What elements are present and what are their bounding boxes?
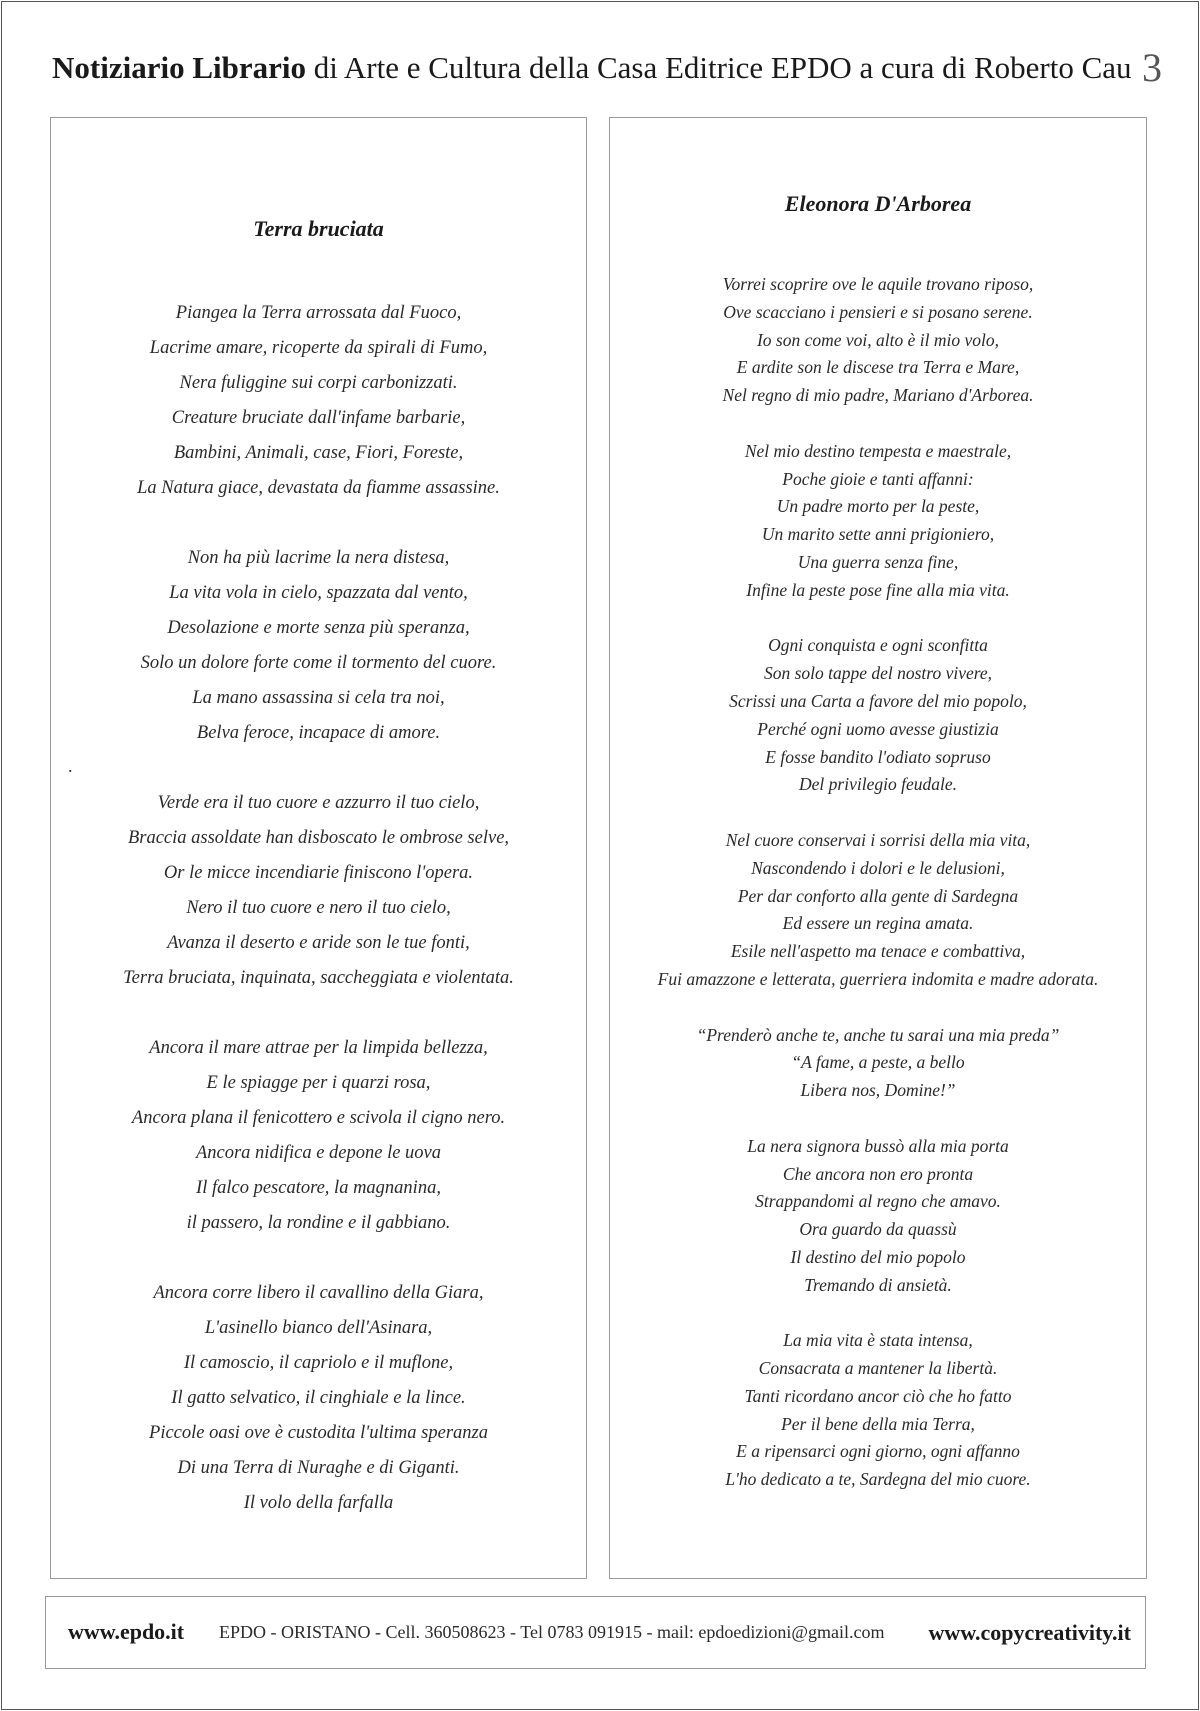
- poem-line: Poche gioie e tanti affanni:: [782, 468, 974, 489]
- poem-stanza: [51, 541, 586, 751]
- poem-line: Piccole oasi ove è custodita l'ultima speranza: [149, 1423, 488, 1443]
- poem-line: Solo un dolore forte come il tormento del cuore.: [140, 653, 497, 673]
- poem-line: Il destino del mio popolo: [790, 1246, 966, 1267]
- poem-stanza: [610, 1022, 1146, 1105]
- poem-line: Piangea la Terra arrossata dal Fuoco,: [175, 303, 462, 323]
- poem-line: Ancora nidifica e depone le uova: [195, 1143, 442, 1163]
- poem-line: Bambini, Animali, case, Fiori, Foreste,: [173, 443, 464, 463]
- poem-line: Del privilegio feudale.: [799, 774, 957, 795]
- poem-panel-right: [609, 117, 1147, 1579]
- poem-line: Ora guardo da quassù: [799, 1219, 957, 1240]
- poem-body: [51, 296, 586, 1521]
- poem-line: “A fame, a peste, a bello: [791, 1052, 965, 1073]
- poem-line: La nera signora bussò alla mia porta: [747, 1135, 1009, 1156]
- poem-line: Braccia assoldate han disboscato le ombrose selve,: [127, 828, 510, 848]
- page-number: 3: [1142, 45, 1162, 90]
- stray-mark: .: [68, 756, 73, 776]
- poem-line: Un padre morto per la peste,: [776, 496, 980, 517]
- page-header: [52, 44, 1162, 94]
- poem-stanza: [51, 296, 586, 506]
- poem-line: L'asinello bianco dell'Asinara,: [204, 1318, 433, 1338]
- poem-stanza: [610, 1327, 1146, 1494]
- poem-line: Creature bruciate dall'infame barbarie,: [171, 408, 466, 428]
- poem-line: Nel cuore conservai i sorrisi della mia vita,: [725, 829, 1031, 850]
- poem-stanza: [610, 827, 1146, 994]
- poem-line: Ancora il mare attrae per la limpida bellezza,: [149, 1038, 488, 1058]
- poem-line: Io son come voi, alto è il mio volo,: [756, 329, 1000, 350]
- poem-line: Per il bene della mia Terra,: [781, 1413, 975, 1434]
- poem-line: Verde era il tuo cuore e azzurro il tuo cielo,: [157, 793, 480, 813]
- poem-line: Il falco pescatore, la magnanina,: [196, 1178, 441, 1198]
- poem-line: La Natura giace, devastata da fiamme assassine.: [137, 478, 500, 498]
- poem-title: Eleonora D'Arborea: [784, 191, 972, 216]
- poem-line: Nera fuliggine sui corpi carbonizzati.: [179, 373, 458, 393]
- footer-website-link[interactable]: www.epdo.it: [68, 1619, 185, 1644]
- poem-line: E le spiagge per i quarzi rosa,: [206, 1073, 431, 1093]
- poem-line: Esile nell'aspetto ma tenace e combattiva,: [730, 941, 1026, 962]
- header-title: [52, 50, 1132, 86]
- poem-line: Scrissi una Carta a favore del mio popolo,: [729, 690, 1027, 711]
- poem-line: Il gatto selvatico, il cinghiale e la lince.: [171, 1388, 466, 1408]
- poem-body: [610, 271, 1146, 1494]
- poem-line: Terra bruciata, inquinata, saccheggiata e violentata.: [123, 968, 514, 988]
- poem-stanza: [51, 1031, 586, 1241]
- poem-line: Nel mio destino tempesta e maestrale,: [744, 440, 1012, 461]
- poem-line: Per dar conforto alla gente di Sardegna: [737, 885, 1019, 906]
- poem-line: Non ha più lacrime la nera distesa,: [187, 548, 450, 568]
- poem-line: Ed essere un regina amata.: [782, 913, 974, 934]
- poem-line: Ogni conquista e ogni sconfitta: [768, 635, 988, 656]
- poem-line: “Prenderò anche te, anche tu sarai una mia preda”: [696, 1024, 1060, 1045]
- poem-line: Che ancora non ero pronta: [782, 1163, 974, 1184]
- poem-title: Terra bruciata: [253, 216, 384, 241]
- poem-line: il passero, la rondine e il gabbiano.: [186, 1213, 451, 1233]
- page-footer: [45, 1596, 1146, 1669]
- poem-line: Strappandomi al regno che amavo.: [755, 1191, 1001, 1212]
- header-title-bold: Notiziario Librario: [52, 50, 306, 85]
- poem-line: E a ripensarci ogni giorno, ogni affanno: [736, 1441, 1020, 1462]
- poem-panel-left: [50, 117, 587, 1579]
- poem-line: La mia vita è stata intensa,: [783, 1330, 973, 1351]
- poem-stanza: [51, 786, 586, 996]
- poem-stanza: [610, 438, 1146, 605]
- poem-line: Libera nos, Domine!”: [800, 1080, 956, 1101]
- poem-line: La mano assassina si cela tra noi,: [192, 688, 445, 708]
- poem-line: Ancora corre libero il cavallino della Giara,: [153, 1283, 484, 1303]
- poem-line: Vorrei scoprire ove le aquile trovano riposo,: [722, 274, 1034, 294]
- poem-stanza: [51, 1276, 586, 1521]
- poem-line: Lacrime amare, ricoperte da spirali di Fumo,: [149, 338, 488, 358]
- poem-line: Or le micce incendiarie finiscono l'opera.: [163, 863, 474, 883]
- poem-line: Tremando di ansietà.: [804, 1274, 952, 1295]
- poem-line: Fui amazzone e letterata, guerriera indomita e madre adorata.: [657, 968, 1099, 989]
- poem-line: Il volo della farfalla: [243, 1493, 394, 1513]
- poem-line: Nel regno di mio padre, Mariano d'Arborea.: [722, 385, 1034, 406]
- poem-line: La vita vola in cielo, spazzata dal vento,: [169, 583, 468, 603]
- poem-line: Infine la peste pose fine alla mia vita.: [746, 579, 1010, 600]
- poem-line: Il camoscio, il capriolo e il muflone,: [183, 1353, 454, 1373]
- poem-line: Son solo tappe del nostro vivere,: [763, 663, 993, 684]
- poem-line: Nero il tuo cuore e nero il tuo cielo,: [186, 898, 451, 918]
- footer-website-link-secondary[interactable]: www.copycreativity.it: [928, 1620, 1131, 1645]
- poem-stanza: [610, 1133, 1146, 1300]
- poem-stanza: [610, 632, 1146, 799]
- poem-line: Avanza il deserto e aride son le tue fonti,: [167, 933, 470, 953]
- poem-line: Ancora plana il fenicottero e scivola il cigno nero.: [131, 1108, 506, 1128]
- poem-line: Perché ogni uomo avesse giustizia: [757, 718, 999, 739]
- poem-line: Desolazione e morte senza più speranza,: [167, 618, 470, 638]
- poem-line: Di una Terra di Nuraghe e di Giganti.: [177, 1458, 460, 1478]
- poem-line: Consacrata a mantener la libertà.: [758, 1358, 998, 1379]
- poem-line: Una guerra senza fine,: [797, 551, 959, 572]
- poem-line: E fosse bandito l'odiato sopruso: [765, 746, 991, 767]
- poem-line: E ardite son le discese tra Terra e Mare,: [736, 357, 1020, 378]
- poem-line: Un marito sette anni prigioniero,: [761, 524, 995, 545]
- header-title-rest: di Arte e Cultura della Casa Editrice EPDO a cura di Roberto Cau: [305, 50, 1132, 85]
- footer-contact-info: EPDO - ORISTANO - Cell. 360508623 - Tel 0783 091915 - mail: epdoedizioni@gmail.com: [219, 1622, 885, 1642]
- poem-line: Nascondendo i dolori e le delusioni,: [751, 857, 1005, 878]
- poem-line: Belva feroce, incapace di amore.: [196, 723, 441, 743]
- poem-stanza: [610, 271, 1146, 410]
- poem-line: Ove scacciano i pensieri e si posano serene.: [723, 301, 1033, 322]
- poem-line: L'ho dedicato a te, Sardegna del mio cuore.: [725, 1469, 1031, 1490]
- poem-line: Tanti ricordano ancor ciò che ho fatto: [744, 1385, 1012, 1406]
